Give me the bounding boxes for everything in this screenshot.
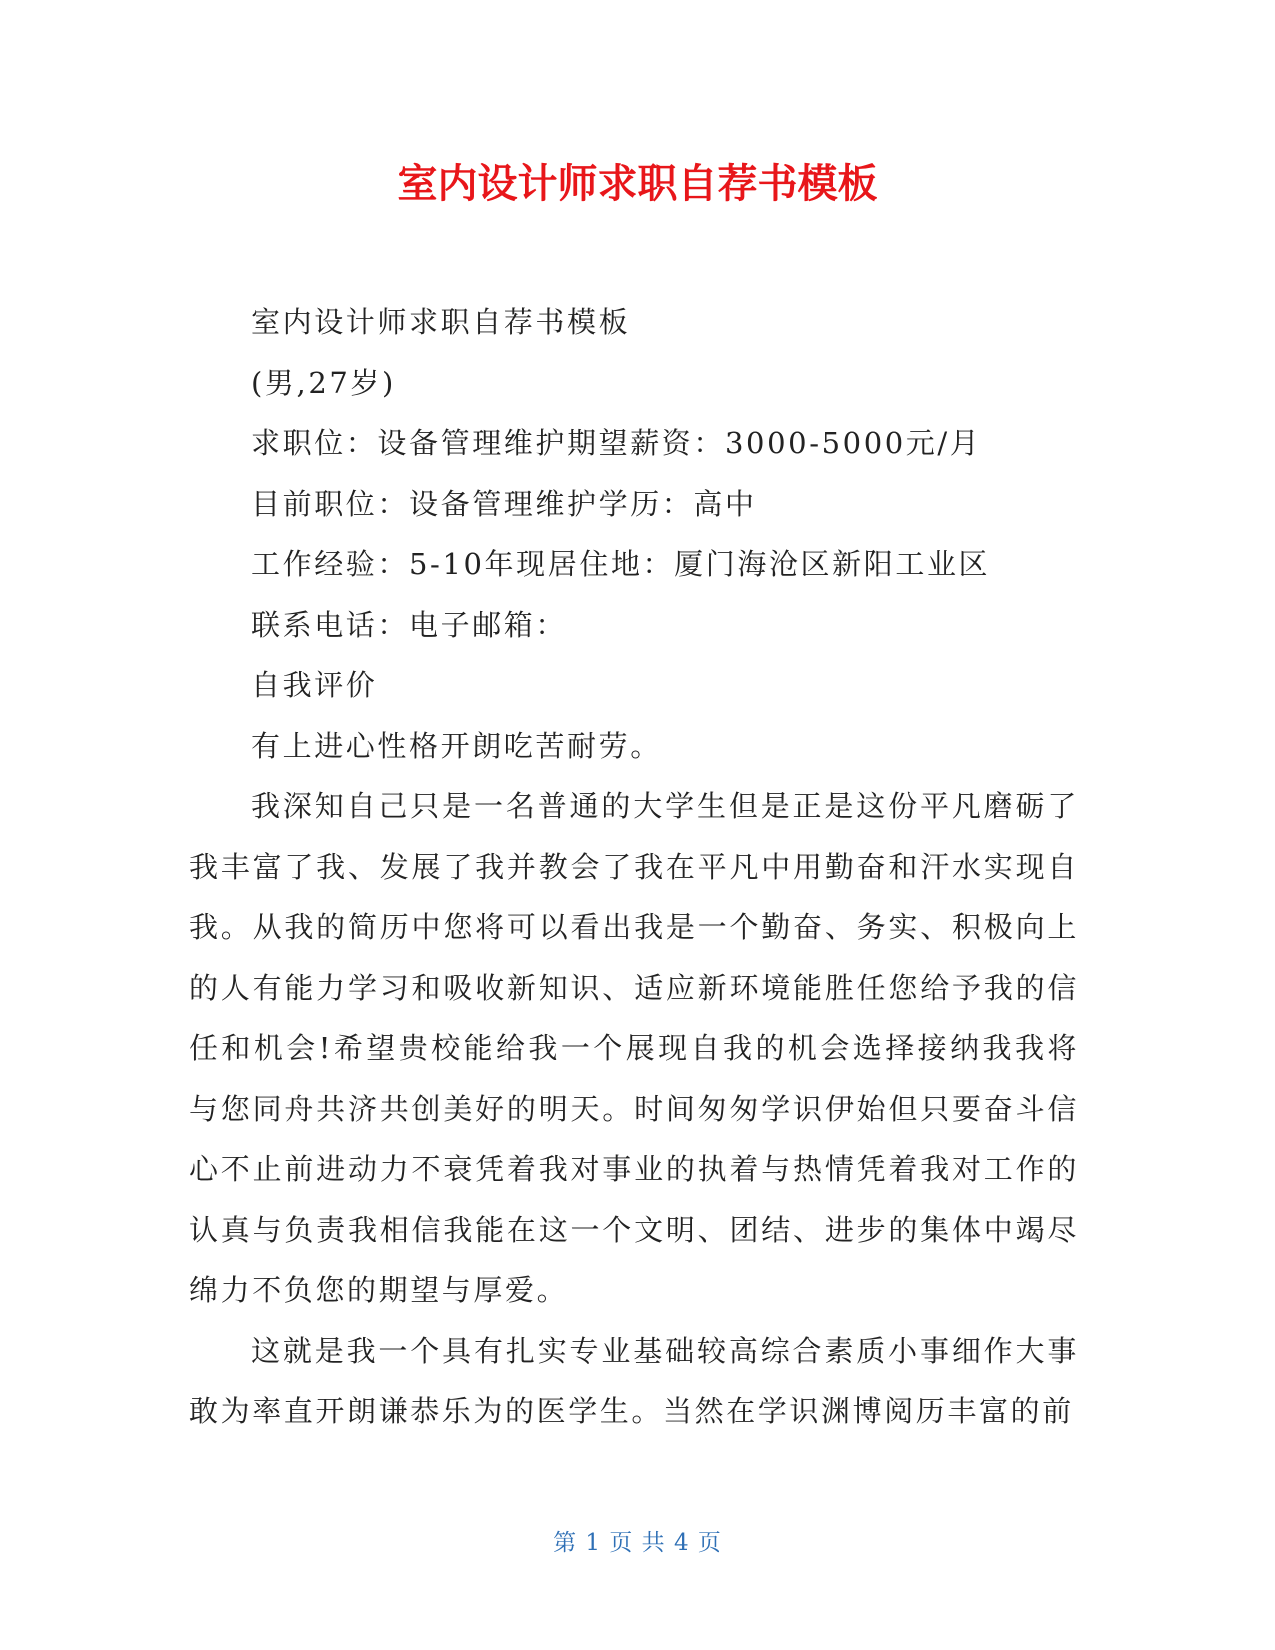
page-number-footer: 第 1 页 共 4 页: [553, 1530, 722, 1556]
paragraph-job-target: 求职位：设备管理维护期望薪资：3000-5000元/月: [251, 426, 982, 460]
paragraph-current-position: 目前职位：设备管理维护学历：高中: [251, 486, 757, 521]
paragraph-self-evaluation-heading: 自我评价: [251, 668, 378, 702]
paragraph-body-1: 我深知自己只是一名普通的大学生但是正是这份平凡磨砺了我丰富了我、发展了我并教会了我在平凡中用勤奋和汗水实现自我。从我的简历中您将可以看出我是一个勤奋、务实、积极向上的人有能力学习和吸收新知识、适应新环境能胜任您给予我的信任和机会!希望贵校能给我一个展现自我的机会选择接纳我我将与您同舟共济共创美好的明天。时间匆匆学识伊始但只要奋斗信心不止前进动力不衰凭着我对事业的执着与热情凭着我对工作的认真与负责我相信我能在这一个文明、团结、进步的集体中竭尽绵力不负您的期望与厚爱。: [189, 789, 1079, 1307]
paragraph-experience: 工作经验：5-10年现居住地：厦门海沧区新阳工业区: [251, 547, 991, 581]
paragraph-heading: 室内设计师求职自荐书模板: [251, 305, 631, 339]
page-title: 室内设计师求职自荐书模板: [397, 161, 878, 207]
paragraph-self-evaluation: 有上进心性格开朗吃苦耐劳。: [251, 728, 662, 763]
paragraph-gender-age: (男,27岁): [251, 365, 396, 400]
paragraph-contact: 联系电话：电子邮箱：: [251, 607, 568, 642]
paragraph-body-2: 这就是我一个具有扎实专业基础较高综合素质小事细作大事敢为率直开朗谦恭乐为的医学生。当然在学识渊博阅历丰富的前: [189, 1333, 1079, 1428]
document-body: [189, 292, 1079, 1442]
